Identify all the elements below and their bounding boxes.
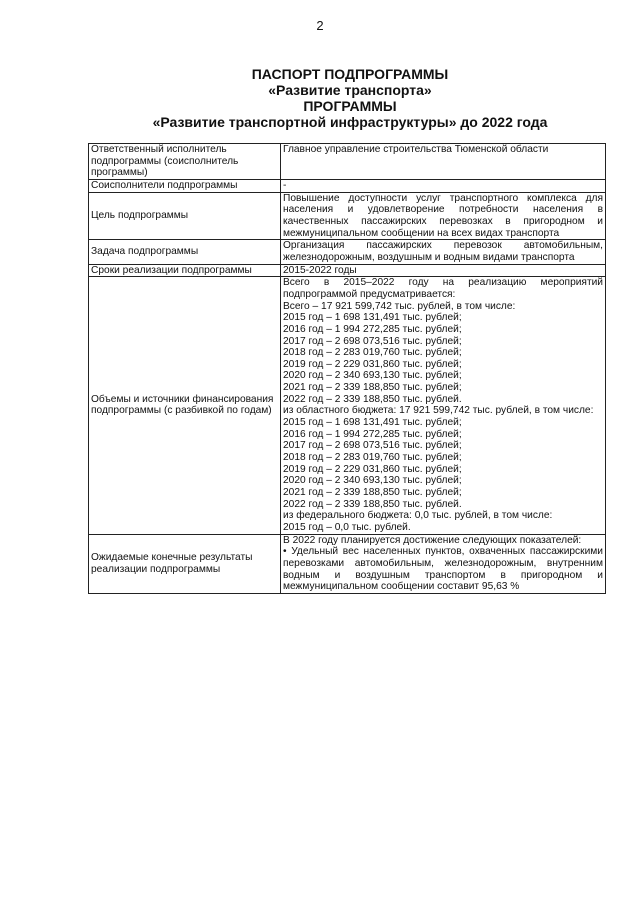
executor-label: Ответственный исполнитель подпрограммы (соисполнитель программы) <box>89 144 281 180</box>
regional-year-line: 2017 год – 2 698 073,516 тыс. рублей; <box>283 440 462 452</box>
terms-value: 2015-2022 годы <box>281 264 606 277</box>
goal-value: Повышение доступности услуг транспортного комплекса для населения и удовлетворение потребности населения в качественных пассажирских перевозках в пригородном и межмуниципальном сообщении на всех видах транспорта <box>281 192 606 240</box>
title-line-2: «Развитие транспорта» <box>268 82 432 98</box>
regional-year-line: 2020 год – 2 340 693,130 тыс. рублей; <box>283 475 462 487</box>
co-executors-value: - <box>281 179 606 192</box>
regional-year-line: 2016 год – 1 994 272,285 тыс. рублей; <box>283 428 462 440</box>
title-line-3: ПРОГРАММЫ <box>303 98 397 114</box>
results-label: Ожидаемые конечные результаты реализации подпрограммы <box>89 534 281 593</box>
row-results <box>89 534 606 593</box>
regional-year-line: 2018 год – 2 283 019,760 тыс. рублей; <box>283 452 462 464</box>
funding-label: Объемы и источники финансирования подпрограммы (с разбивкой по годам) <box>89 277 281 534</box>
results-intro: В 2022 году планируется достижение следующих показателей: <box>283 534 582 546</box>
co-executors-label: Соисполнители подпрограммы <box>89 179 281 192</box>
row-goal <box>89 192 606 240</box>
page-number: 2 <box>316 18 324 33</box>
funding-year-line: 2022 год – 2 339 188,850 тыс. рублей. <box>283 393 462 405</box>
funding-year-line: 2017 год – 2 698 073,516 тыс. рублей; <box>283 335 462 347</box>
funding-value <box>281 277 606 534</box>
regional-year-line: 2019 год – 2 229 031,860 тыс. рублей; <box>283 463 462 475</box>
document-title <box>60 66 640 130</box>
row-task <box>89 240 606 264</box>
results-bullet: • Удельный вес населенных пунктов, охваченных пассажирскими перевозками автомобильным, железнодорожным, внутренним водным и воздушным транспортом в пригородном и межмуниципальном сообщении составит 95,63 % <box>283 546 603 593</box>
funding-year-line: 2019 год – 2 229 031,860 тыс. рублей; <box>283 358 462 370</box>
funding-regional: из областного бюджета: 17 921 599,742 тыс. рублей, в том числе: <box>283 405 594 417</box>
funding-year-line: 2021 год – 2 339 188,850 тыс. рублей; <box>283 382 462 394</box>
executor-value: Главное управление строительства Тюменской области <box>281 144 606 180</box>
funding-federal-year: 2015 год – 0,0 тыс. рублей. <box>283 522 411 533</box>
task-value: Организация пассажирских перевозок автомобильным, железнодорожным, воздушным и водным видами транспорта <box>281 240 606 264</box>
funding-federal: из федерального бюджета: 0,0 тыс. рублей, в том числе: <box>283 510 553 522</box>
funding-intro: Всего в 2015–2022 году на реализацию мероприятий подпрограммой предусматривается: <box>283 277 603 300</box>
regional-year-line: 2015 год – 1 698 131,491 тыс. рублей; <box>283 417 462 429</box>
passport-table <box>88 143 606 594</box>
funding-year-line: 2020 год – 2 340 693,130 тыс. рублей; <box>283 370 462 382</box>
row-terms <box>89 264 606 277</box>
title-line-4: «Развитие транспортной инфраструктуры» до 2022 года <box>152 114 548 130</box>
results-value <box>281 534 606 593</box>
row-funding <box>89 277 606 534</box>
row-co-executors <box>89 179 606 192</box>
row-executor <box>89 144 606 180</box>
funding-year-line: 2016 год – 1 994 272,285 тыс. рублей; <box>283 323 462 335</box>
goal-label: Цель подпрограммы <box>89 192 281 240</box>
regional-year-line: 2022 год – 2 339 188,850 тыс. рублей. <box>283 498 462 510</box>
funding-year-line: 2015 год – 1 698 131,491 тыс. рублей; <box>283 312 462 324</box>
funding-total: Всего – 17 921 599,742 тыс. рублей, в том числе: <box>283 300 516 312</box>
task-label: Задача подпрограммы <box>89 240 281 264</box>
funding-year-line: 2018 год – 2 283 019,760 тыс. рублей; <box>283 347 462 359</box>
title-line-1: ПАСПОРТ ПОДПРОГРАММЫ <box>251 66 449 82</box>
regional-year-line: 2021 год – 2 339 188,850 тыс. рублей; <box>283 487 462 499</box>
terms-label: Сроки реализации подпрограммы <box>89 264 281 277</box>
